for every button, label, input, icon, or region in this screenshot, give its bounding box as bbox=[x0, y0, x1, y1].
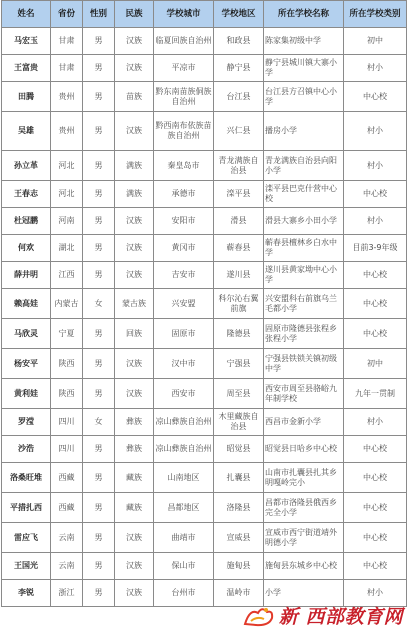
cell-gender: 男 bbox=[83, 208, 115, 235]
cell-school-district: 兴仁县 bbox=[214, 112, 264, 151]
cell-province: 河北 bbox=[51, 151, 83, 181]
cell-school-city: 兴安盟 bbox=[154, 289, 214, 319]
cell-school-type: 目前3-9年级 bbox=[344, 235, 407, 262]
cell-ethnicity: 满族 bbox=[115, 151, 154, 181]
cell-school-city: 西安市 bbox=[154, 379, 214, 409]
cell-name: 杜冠鹏 bbox=[2, 208, 51, 235]
cell-school-district: 温岭市 bbox=[214, 580, 264, 607]
header-province: 省份 bbox=[51, 1, 83, 28]
table-row bbox=[2, 82, 407, 112]
cell-province: 西藏 bbox=[51, 493, 83, 523]
cell-name: 黄利娃 bbox=[2, 379, 51, 409]
cell-school-name: 青龙满族自治县向阳小学 bbox=[264, 151, 344, 181]
cell-school-type: 村小 bbox=[344, 409, 407, 436]
cell-school-district: 施甸县 bbox=[214, 553, 264, 580]
cell-province: 陕西 bbox=[51, 349, 83, 379]
cell-school-district: 青龙满族自治县 bbox=[214, 151, 264, 181]
cell-school-city: 昌都地区 bbox=[154, 493, 214, 523]
cell-school-city: 固原市 bbox=[154, 319, 214, 349]
cell-school-type: 中心校 bbox=[344, 319, 407, 349]
cell-ethnicity: 彝族 bbox=[115, 409, 154, 436]
watermark bbox=[242, 602, 403, 629]
cell-province: 云南 bbox=[51, 523, 83, 553]
cell-school-type: 中心校 bbox=[344, 436, 407, 463]
cell-school-district: 周至县 bbox=[214, 379, 264, 409]
cell-school-district: 宁强县 bbox=[214, 349, 264, 379]
cell-school-name: 固原市隆德县张程乡张程小学 bbox=[264, 319, 344, 349]
cell-gender: 男 bbox=[83, 319, 115, 349]
cell-school-name: 昌都市洛隆县俄西乡完全小学 bbox=[264, 493, 344, 523]
cell-school-city: 秦皇岛市 bbox=[154, 151, 214, 181]
cell-province: 四川 bbox=[51, 436, 83, 463]
cell-school-district: 和政县 bbox=[214, 28, 264, 55]
cell-name: 薛井明 bbox=[2, 262, 51, 289]
cell-province: 贵州 bbox=[51, 112, 83, 151]
cell-ethnicity: 汉族 bbox=[115, 112, 154, 151]
cell-ethnicity: 汉族 bbox=[115, 235, 154, 262]
table-row bbox=[2, 181, 407, 208]
cell-school-type: 九年一贯制 bbox=[344, 379, 407, 409]
cell-gender: 男 bbox=[83, 28, 115, 55]
cell-province: 西藏 bbox=[51, 463, 83, 493]
cell-school-name: 播房小学 bbox=[264, 112, 344, 151]
cell-school-name: 台江县方召镇中心小学 bbox=[264, 82, 344, 112]
cell-school-district: 滦平县 bbox=[214, 181, 264, 208]
table-row bbox=[2, 493, 407, 523]
cell-name: 王国光 bbox=[2, 553, 51, 580]
header-name: 姓名 bbox=[2, 1, 51, 28]
cell-gender: 男 bbox=[83, 55, 115, 82]
cell-school-type: 中心校 bbox=[344, 82, 407, 112]
cell-school-type: 中心校 bbox=[344, 523, 407, 553]
cell-school-city: 黄冈市 bbox=[154, 235, 214, 262]
cell-school-name: 昭觉县日哈乡中心校 bbox=[264, 436, 344, 463]
cell-name: 孙立革 bbox=[2, 151, 51, 181]
cell-ethnicity: 彝族 bbox=[115, 436, 154, 463]
cell-ethnicity: 汉族 bbox=[115, 28, 154, 55]
cell-school-city: 凉山彝族自治州 bbox=[154, 409, 214, 436]
table-row bbox=[2, 349, 407, 379]
cell-name: 马宏玉 bbox=[2, 28, 51, 55]
cell-name: 李锐 bbox=[2, 580, 51, 607]
header-school-name: 所在学校名称 bbox=[264, 1, 344, 28]
cell-school-name: 施甸县东城乡中心校 bbox=[264, 553, 344, 580]
cell-school-name: 小学 bbox=[264, 580, 344, 607]
cell-school-city: 安阳市 bbox=[154, 208, 214, 235]
cell-gender: 男 bbox=[83, 379, 115, 409]
stylized-hand-logo-icon bbox=[242, 604, 276, 628]
table-row bbox=[2, 379, 407, 409]
cell-gender: 男 bbox=[83, 463, 115, 493]
cell-name: 平措扎西 bbox=[2, 493, 51, 523]
cell-school-city: 山南地区 bbox=[154, 463, 214, 493]
table-row bbox=[2, 463, 407, 493]
cell-gender: 男 bbox=[83, 493, 115, 523]
cell-school-name: 滦平县巴克什营中心校 bbox=[264, 181, 344, 208]
cell-gender: 男 bbox=[83, 436, 115, 463]
cell-school-district: 隆德县 bbox=[214, 319, 264, 349]
cell-school-type: 村小 bbox=[344, 112, 407, 151]
header-school-city: 学校城市 bbox=[154, 1, 214, 28]
cell-gender: 男 bbox=[83, 553, 115, 580]
cell-province: 河北 bbox=[51, 181, 83, 208]
table-header-row bbox=[2, 1, 407, 28]
cell-name: 杨安平 bbox=[2, 349, 51, 379]
table-row bbox=[2, 235, 407, 262]
cell-school-type: 村小 bbox=[344, 151, 407, 181]
table-row bbox=[2, 208, 407, 235]
cell-school-city: 临夏回族自治州 bbox=[154, 28, 214, 55]
table-row bbox=[2, 289, 407, 319]
cell-school-district: 科尔沁右翼前旗 bbox=[214, 289, 264, 319]
table-row bbox=[2, 523, 407, 553]
table-row bbox=[2, 112, 407, 151]
cell-province: 河南 bbox=[51, 208, 83, 235]
cell-school-type: 初中 bbox=[344, 349, 407, 379]
header-ethnicity: 民族 bbox=[115, 1, 154, 28]
cell-ethnicity: 汉族 bbox=[115, 523, 154, 553]
cell-school-city: 黔西南布依族苗族自治州 bbox=[154, 112, 214, 151]
cell-school-type: 中心校 bbox=[344, 289, 407, 319]
cell-school-name: 兴安盟科右前旗乌兰毛都小学 bbox=[264, 289, 344, 319]
cell-gender: 男 bbox=[83, 235, 115, 262]
cell-school-type: 初中 bbox=[344, 28, 407, 55]
cell-school-type: 中心校 bbox=[344, 493, 407, 523]
table-row bbox=[2, 55, 407, 82]
cell-school-city: 保山市 bbox=[154, 553, 214, 580]
table-row bbox=[2, 409, 407, 436]
cell-gender: 男 bbox=[83, 523, 115, 553]
cell-ethnicity: 汉族 bbox=[115, 553, 154, 580]
cell-province: 云南 bbox=[51, 553, 83, 580]
cell-ethnicity: 蒙古族 bbox=[115, 289, 154, 319]
cell-province: 陕西 bbox=[51, 379, 83, 409]
cell-school-district: 洛隆县 bbox=[214, 493, 264, 523]
cell-gender: 女 bbox=[83, 289, 115, 319]
cell-name: 田腾 bbox=[2, 82, 51, 112]
cell-school-city: 平凉市 bbox=[154, 55, 214, 82]
cell-school-district: 扎囊县 bbox=[214, 463, 264, 493]
header-school-type: 所在学校类别 bbox=[344, 1, 407, 28]
cell-school-type: 中心校 bbox=[344, 463, 407, 493]
cell-gender: 男 bbox=[83, 262, 115, 289]
cell-school-city: 吉安市 bbox=[154, 262, 214, 289]
cell-ethnicity: 汉族 bbox=[115, 208, 154, 235]
cell-gender: 男 bbox=[83, 181, 115, 208]
cell-ethnicity: 苗族 bbox=[115, 82, 154, 112]
cell-province: 宁夏 bbox=[51, 319, 83, 349]
cell-name: 沙浩 bbox=[2, 436, 51, 463]
cell-name: 何欢 bbox=[2, 235, 51, 262]
cell-ethnicity: 满族 bbox=[115, 181, 154, 208]
table-row bbox=[2, 319, 407, 349]
cell-school-name: 遂川县黄家坳中心小学 bbox=[264, 262, 344, 289]
cell-school-type: 村小 bbox=[344, 580, 407, 607]
header-gender: 性别 bbox=[83, 1, 115, 28]
cell-ethnicity: 汉族 bbox=[115, 349, 154, 379]
cell-ethnicity: 藏族 bbox=[115, 463, 154, 493]
cell-gender: 女 bbox=[83, 409, 115, 436]
cell-school-name: 山南市扎囊县扎其乡明嘎岭完小 bbox=[264, 463, 344, 493]
cell-school-name: 陈家集初级中学 bbox=[264, 28, 344, 55]
cell-school-city: 台州市 bbox=[154, 580, 214, 607]
cell-name: 赖高娃 bbox=[2, 289, 51, 319]
cell-school-city: 凉山彝族自治州 bbox=[154, 436, 214, 463]
cell-school-name: 宁强县铁锁关镇初级中学 bbox=[264, 349, 344, 379]
cell-school-district: 滑县 bbox=[214, 208, 264, 235]
cell-gender: 男 bbox=[83, 349, 115, 379]
cell-school-district: 昭觉县 bbox=[214, 436, 264, 463]
cell-school-city: 承德市 bbox=[154, 181, 214, 208]
cell-school-district: 宣威县 bbox=[214, 523, 264, 553]
cell-name: 吴雄 bbox=[2, 112, 51, 151]
cell-province: 湖北 bbox=[51, 235, 83, 262]
cell-ethnicity: 汉族 bbox=[115, 55, 154, 82]
cell-school-district: 木里藏族自治县 bbox=[214, 409, 264, 436]
table-body bbox=[2, 28, 407, 607]
header-school-district: 学校地区 bbox=[214, 1, 264, 28]
cell-school-name: 滑县大寨乡小田小学 bbox=[264, 208, 344, 235]
cell-province: 贵州 bbox=[51, 82, 83, 112]
cell-school-name: 蕲春县檀林乡白水中学 bbox=[264, 235, 344, 262]
cell-province: 内蒙古 bbox=[51, 289, 83, 319]
cell-school-type: 中心校 bbox=[344, 553, 407, 580]
cell-name: 罗滢 bbox=[2, 409, 51, 436]
table-row bbox=[2, 28, 407, 55]
cell-province: 四川 bbox=[51, 409, 83, 436]
cell-ethnicity: 汉族 bbox=[115, 262, 154, 289]
table-row bbox=[2, 262, 407, 289]
cell-school-city: 汉中市 bbox=[154, 349, 214, 379]
cell-ethnicity: 汉族 bbox=[115, 580, 154, 607]
cell-school-name: 西昌市金新小学 bbox=[264, 409, 344, 436]
table-row bbox=[2, 151, 407, 181]
cell-name: 马欣灵 bbox=[2, 319, 51, 349]
cell-province: 浙江 bbox=[51, 580, 83, 607]
cell-ethnicity: 回族 bbox=[115, 319, 154, 349]
cell-school-type: 中心校 bbox=[344, 262, 407, 289]
cell-gender: 男 bbox=[83, 82, 115, 112]
table-row bbox=[2, 553, 407, 580]
cell-school-district: 蕲春县 bbox=[214, 235, 264, 262]
cell-gender: 男 bbox=[83, 580, 115, 607]
teacher-table bbox=[1, 0, 407, 607]
cell-province: 甘肃 bbox=[51, 55, 83, 82]
cell-school-city: 曲靖市 bbox=[154, 523, 214, 553]
cell-school-type: 村小 bbox=[344, 55, 407, 82]
cell-school-name: 西安市周至县骆峪九年制学校 bbox=[264, 379, 344, 409]
cell-ethnicity: 汉族 bbox=[115, 379, 154, 409]
cell-province: 甘肃 bbox=[51, 28, 83, 55]
cell-gender: 男 bbox=[83, 151, 115, 181]
watermark-text: 新 西部教育网 bbox=[278, 606, 403, 628]
cell-province: 江西 bbox=[51, 262, 83, 289]
cell-name: 洛桑旺堆 bbox=[2, 463, 51, 493]
cell-school-district: 台江县 bbox=[214, 82, 264, 112]
cell-gender: 男 bbox=[83, 112, 115, 151]
cell-school-district: 遂川县 bbox=[214, 262, 264, 289]
cell-ethnicity: 藏族 bbox=[115, 493, 154, 523]
cell-school-type: 中心校 bbox=[344, 181, 407, 208]
cell-name: 王富贵 bbox=[2, 55, 51, 82]
cell-school-type: 村小 bbox=[344, 208, 407, 235]
table-row bbox=[2, 436, 407, 463]
cell-school-city: 黔东南苗族侗族自治州 bbox=[154, 82, 214, 112]
cell-name: 雷应飞 bbox=[2, 523, 51, 553]
cell-name: 王春志 bbox=[2, 181, 51, 208]
cell-school-district: 静宁县 bbox=[214, 55, 264, 82]
cell-school-name: 静宁县城川镇大寨小学 bbox=[264, 55, 344, 82]
cell-school-name: 宣威市西宁街道靖外明德小学 bbox=[264, 523, 344, 553]
